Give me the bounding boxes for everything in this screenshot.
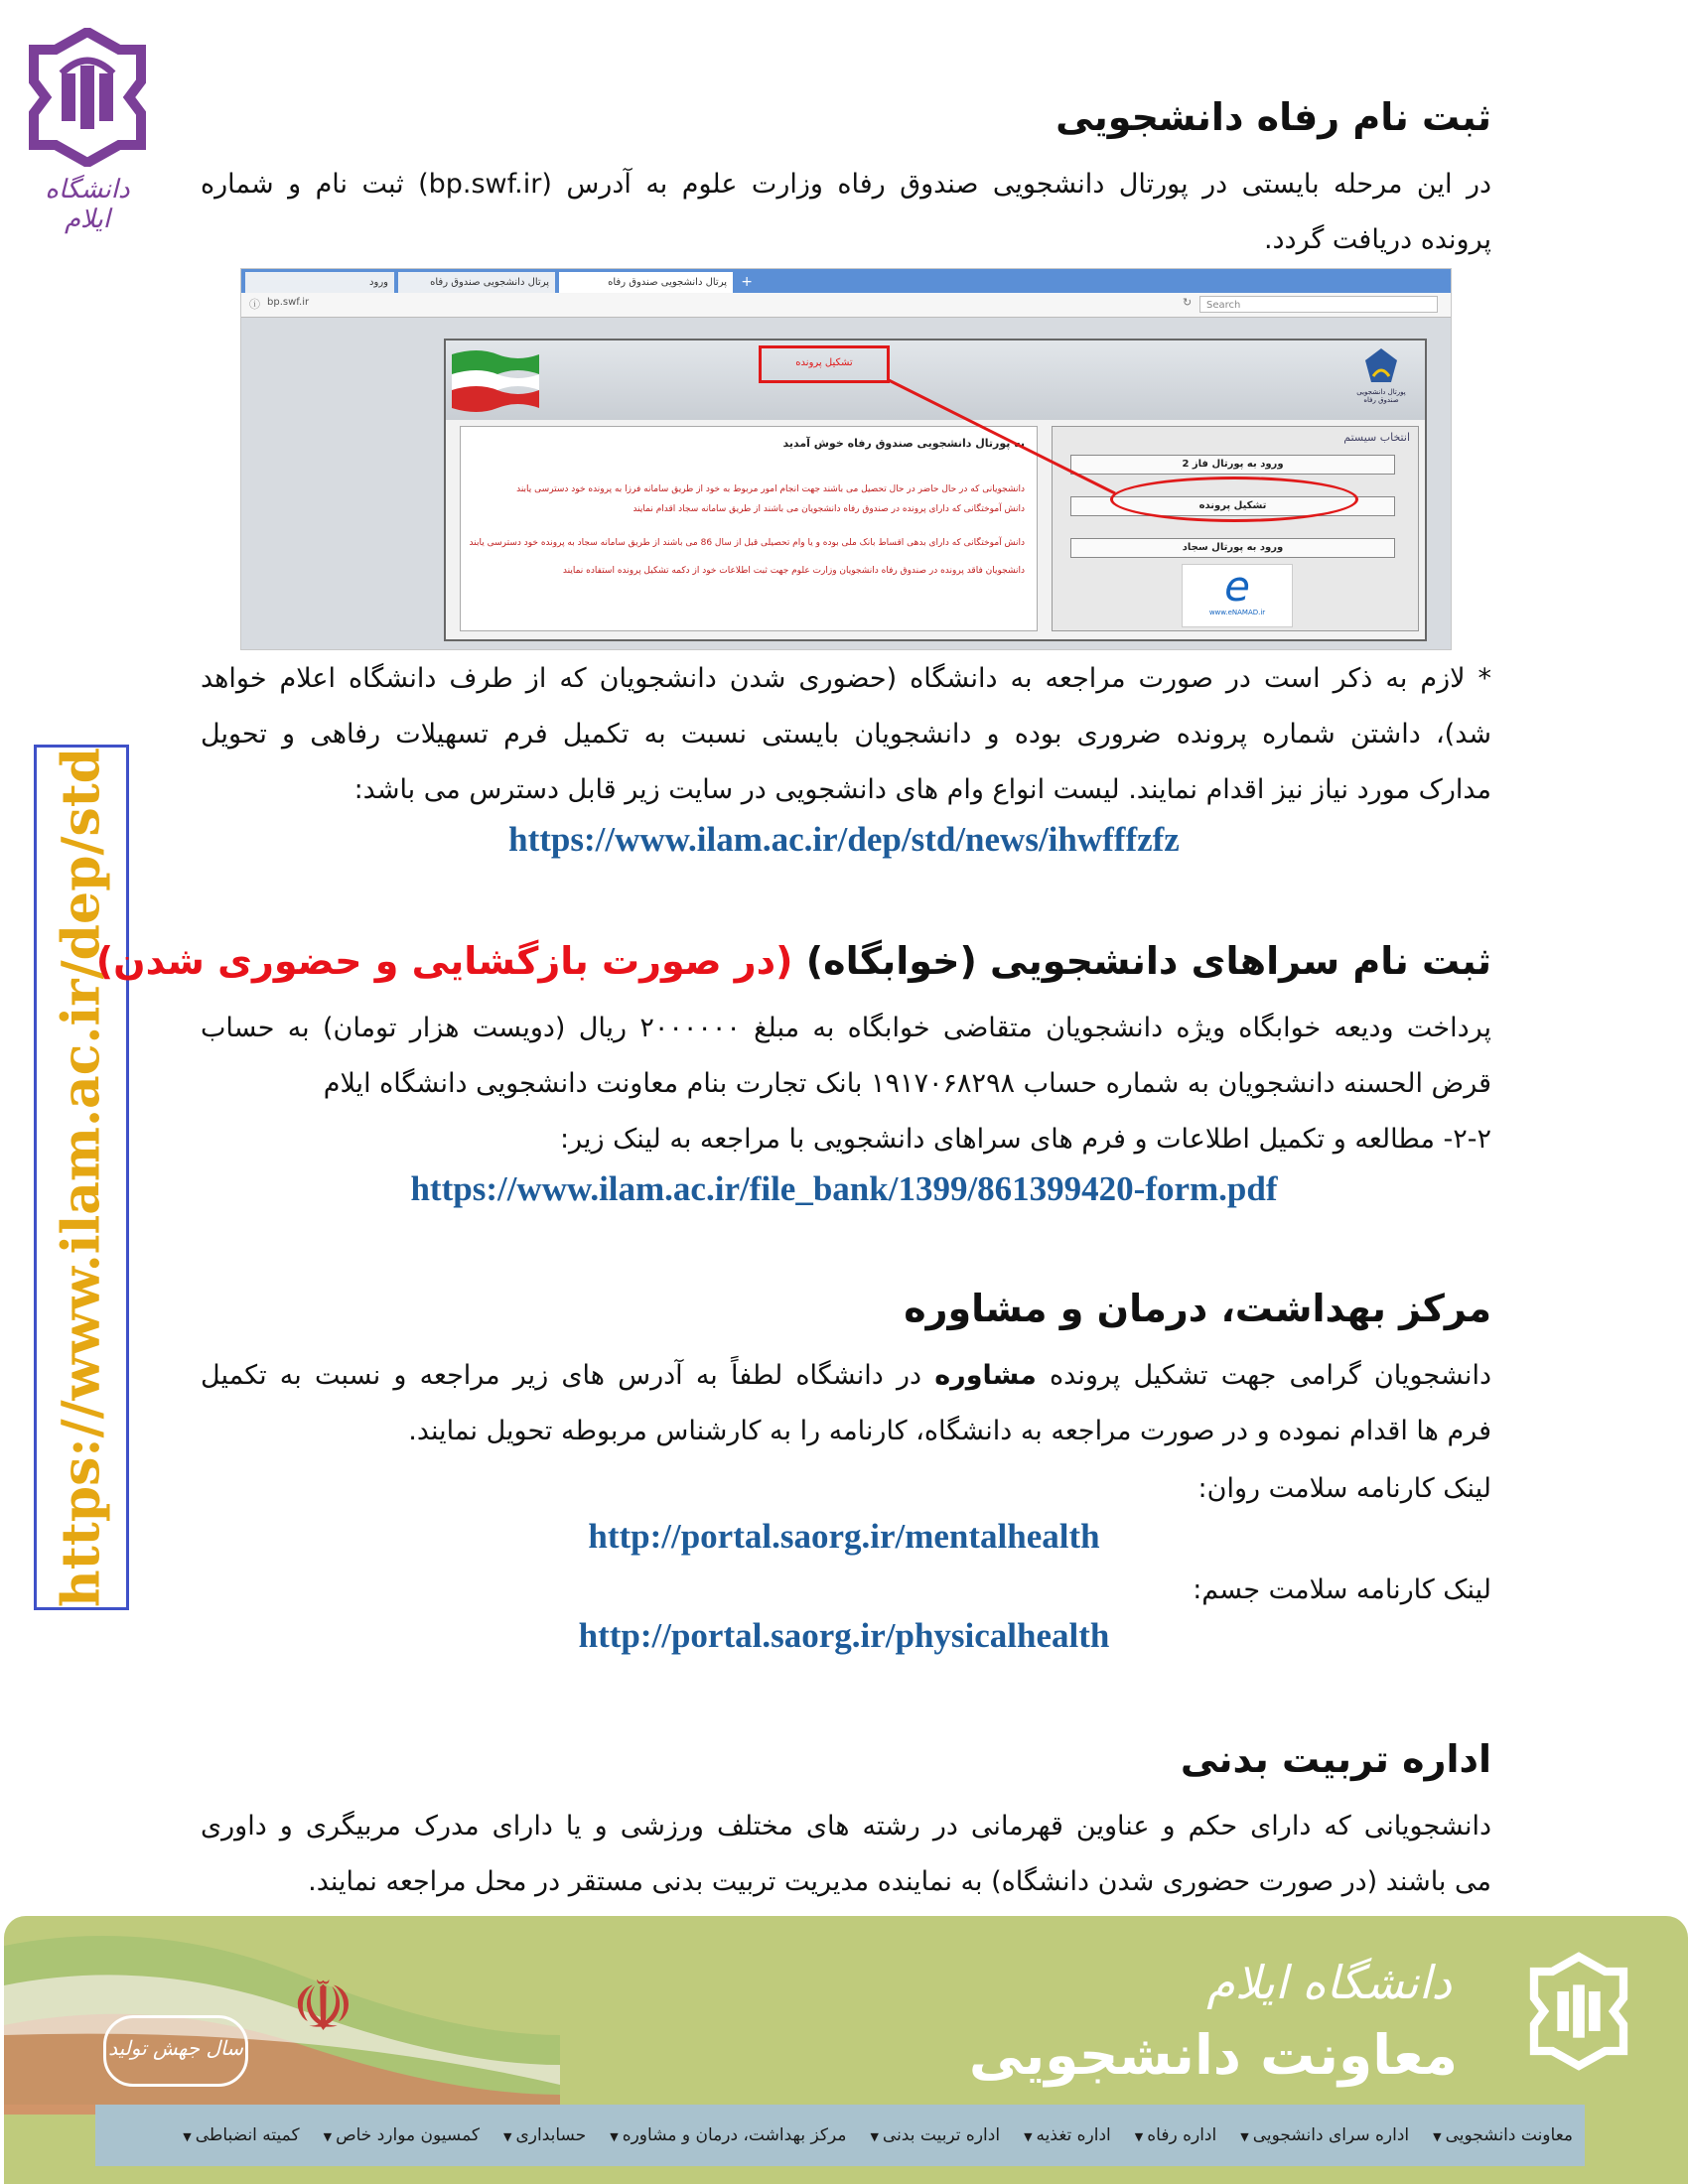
university-emblem-icon [28,28,147,167]
health-line1 [201,1348,1491,1404]
dorm-form-link[interactable]: https://www.ilam.ac.ir/file_bank/1399/861399420-form.pdf [410,1169,1278,1208]
nav-item-sports[interactable]: اداره تربیت بدنی▼ [870,2125,1001,2145]
nav-item-student-affairs[interactable]: معاونت دانشجویی▼ [1433,2125,1573,2145]
flag-graphic [4,1916,560,2115]
year-slogan-stamp: سال جهش تولید [103,2015,248,2087]
health-line1-bold: مشاوره [934,1360,1037,1391]
footer-emblem-icon [1529,1952,1628,2071]
sports-line1: دانشجویانی که دارای حکم و عناوین قهرمانی در رشته های مختلف ورزشی و یا دارای مدرک مربیگری و داوری [201,1811,1491,1842]
note-line3: مدارک مورد نیاز نیز اقدام نمایند. لیست انواع وام های دانشجویی در سایت زیر قابل دسترس می باشد: [353,774,1491,805]
footer-title: معاونت دانشجویی [968,2023,1458,2087]
info-icon: ⓘ [249,298,260,311]
welcome-line: دانش آموختگانی که دارای بدهی اقساط بانک ملی بوده و یا وام تحصیلی قبل از سال 86 می باشند از طریق سامانه سجاد به پرونده خود دسترسی یابند [469,538,1025,548]
nav-item-dormitory[interactable]: اداره سرای دانشجویی▼ [1240,2125,1410,2145]
nav-item-accounting[interactable]: حسابداری▼ [503,2125,587,2145]
side-url-text[interactable]: https://www.ilam.ac.ir/dep/std [51,747,112,1608]
chevron-down-icon: ▼ [1134,2130,1144,2143]
chevron-down-icon: ▼ [610,2130,619,2143]
chevron-down-icon: ▼ [1433,2130,1442,2143]
heading-welfare: ثبت نام رفاه دانشجویی [1055,95,1491,139]
welfare-para-line2: پرونده دریافت گردد. [1263,224,1491,255]
dorm-line3: ۲-۲- مطالعه و تکمیل اطلاعات و فرم های سراهای دانشجویی با مراجعه به لینک زیر: [559,1124,1491,1155]
sajjad-portal-button[interactable]: ورود به پورتال سجاد [1070,538,1395,558]
chevron-down-icon: ▼ [183,2130,192,2143]
physical-health-label: لینک کارنامه سلامت جسم: [1193,1574,1491,1605]
browser-search-input[interactable]: Search [1199,296,1438,313]
chevron-down-icon: ▼ [503,2130,512,2143]
callout-arrow [241,269,1451,649]
callout-box: تشکیل پرونده [759,345,890,383]
sports-line2: می باشند (در صورت حضوری شدن دانشگاه) به نماینده مدیریت تربیت بدنی مستقر در محل مراجعه نمایند. [308,1866,1491,1897]
browser-tab-active[interactable]: پرتال دانشجویی صندوق رفاه [559,272,733,293]
browser-tab[interactable]: ورود [245,272,394,293]
footer-banner [4,1916,1688,2184]
enamad-text: www.eNAMAD.ir [1208,609,1266,616]
mental-health-link[interactable]: http://portal.saorg.ir/mentalhealth [588,1517,1100,1556]
mental-health-label: لینک کارنامه سلامت روان: [1197,1473,1491,1504]
physical-health-link[interactable]: http://portal.saorg.ir/physicalhealth [578,1616,1110,1655]
chevron-down-icon: ▼ [1024,2130,1033,2143]
dorm-line2: قرض الحسنه دانشجویان به شماره حساب ۱۹۱۷۰۶۸۲۹۸ بانک تجارت بنام معاونت دانشجویی دانشگاه ایلام [323,1068,1491,1099]
heading-dormitory [96,939,1491,983]
nav-item-nutrition[interactable]: اداره تغذیه▼ [1024,2125,1111,2145]
logo-caption: دانشگاه ایلام [45,175,130,234]
welcome-line: دانشجویان فاقد پرونده در صندوق رفاه دانشجویان وزارت علوم جهت ثبت اطلاعات خود از دکمه تشکیل پرونده استفاده نمایند [562,566,1025,576]
welcome-title: به پورتال دانشجویی صندوق رفاه خوش آمدید [782,437,1025,450]
university-logo [28,28,147,234]
system-title: انتخاب سیستم [1343,431,1410,444]
nav-item-disciplinary[interactable]: کمیته انضباطی▼ [183,2125,300,2145]
farza-portal-button[interactable]: ورود به پورتال فاز 2 [1070,455,1395,475]
reload-icon[interactable]: ↻ [1183,296,1193,309]
enamad-icon: e [1224,562,1250,611]
welfare-para-line1: در این مرحله بایستی در پورتال دانشجویی صندوق رفاه وزارت علوم به آدرس (bp.swf.ir) ثبت نام و شماره [201,169,1491,200]
health-line1-end: در دانشگاه لطفاً به آدرس های زیر مراجعه و نسبت به تکمیل [201,1360,922,1391]
heading-sports: اداره تربیت بدنی [1180,1737,1491,1781]
footer-nav [95,2105,1585,2166]
welcome-line: دانش آموختگانی که دارای پرونده در صندوق رفاه دانشجویان می باشند از طریق سامانه سجاد اقدام نمایند [633,504,1025,514]
heading-health: مرکز بهداشت، درمان و مشاوره [904,1287,1491,1330]
nav-item-special-cases[interactable]: کمسیون موارد خاص▼ [323,2125,480,2145]
note-line1: * لازم به ذکر است در صورت مراجعه به دانشگاه (حضوری شدن دانشجویان که از طرف دانشگاه اعلام خواهد [201,663,1491,694]
create-file-button[interactable]: تشکیل پرونده [1070,496,1395,516]
note-line2: شد)، داشتن شماره پرونده ضروری بوده و دانشجویان بایستی نسبت به تکمیل فرم تسهیلات رفاهی و تحویل [201,719,1491,750]
chevron-down-icon: ▼ [323,2130,333,2143]
svg-text:☫: ☫ [292,1966,354,2047]
nav-item-welfare[interactable]: اداره رفاه▼ [1134,2125,1217,2145]
browser-tab[interactable]: پرتال دانشجویی صندوق رفاه [398,272,555,293]
dorm-line1: پرداخت ودیعه خوابگاه ویژه دانشجویان متقاضی خوابگاه به مبلغ ۲۰۰۰۰۰۰ ریال (دویست هزار تومان) به حساب [201,1013,1492,1043]
nav-item-health[interactable]: مرکز بهداشت، درمان و مشاوره▼ [610,2125,847,2145]
side-url-box[interactable] [34,745,129,1610]
chevron-down-icon: ▼ [870,2130,879,2143]
chevron-down-icon: ▼ [1240,2130,1249,2143]
heading-dormitory-main: ثبت نام سراهای دانشجویی (خوابگاه) [805,939,1491,983]
new-tab-icon[interactable]: + [741,274,753,290]
portal-screenshot [240,268,1452,650]
health-line1-start: دانشجویان گرامی جهت تشکیل پرونده [1050,1360,1491,1391]
loans-link[interactable]: https://www.ilam.ac.ir/dep/std/news/ihwfffzfz [508,820,1180,859]
footer-university-name: دانشگاه ایلام [1206,1956,1452,2009]
health-line2: فرم ها اقدام نموده و در صورت مراجعه به دانشگاه، کارنامه را به کارشناس مربوطه تحویل نمایند. [408,1416,1491,1446]
heading-dormitory-note: (در صورت بازگشایی و حضوری شدن) [95,939,793,983]
address-url[interactable]: bp.swf.ir [267,297,310,308]
portal-name: پورتال دانشجویی صندوق رفاه [1356,388,1406,404]
welcome-line: دانشجویانی که در حال حاضر در حال تحصیل می باشند جهت انجام امور مربوط به خود از طریق سامانه فرزا به پرونده خود دسترسی یابند [516,484,1025,494]
